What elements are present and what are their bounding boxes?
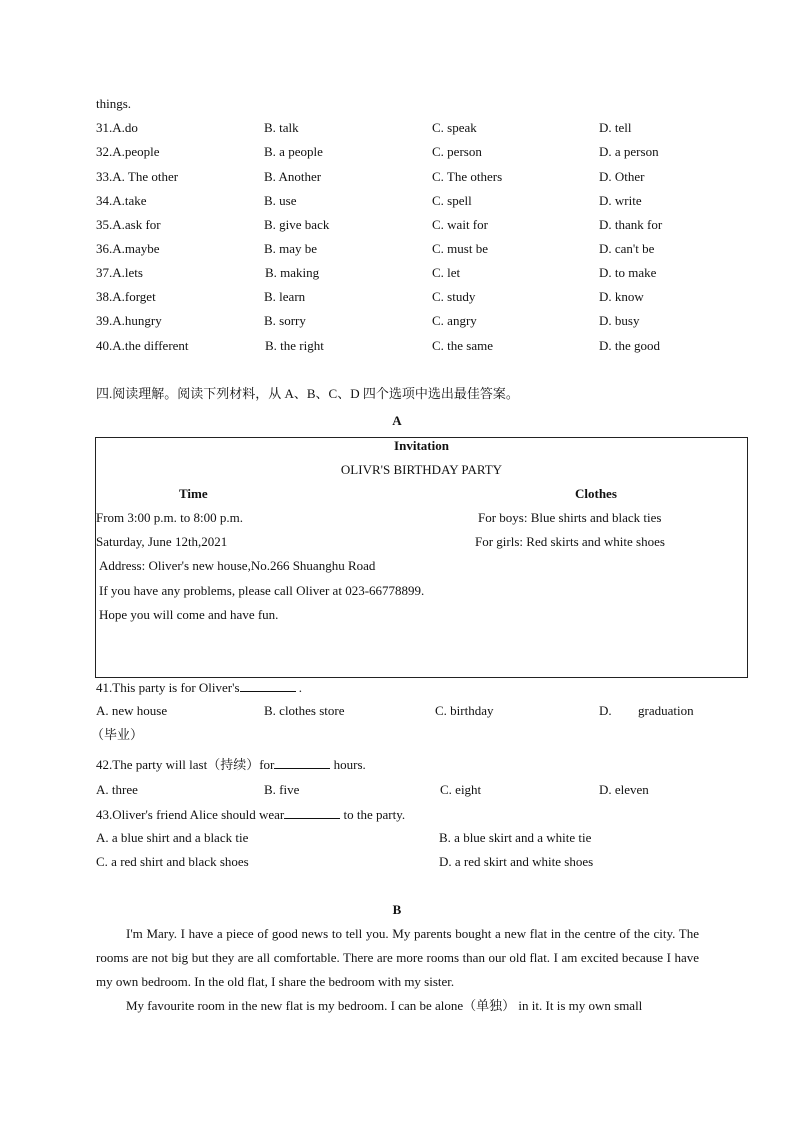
top-fragment: things. — [96, 96, 132, 111]
option-a: 32.A.people — [96, 144, 160, 159]
option-a: 34.A.take — [96, 193, 147, 208]
stem-text: 41.This party is for Oliver's — [96, 680, 240, 695]
q43-option-d: D. a red skirt and white shoes — [439, 854, 594, 869]
passage-b-paragraph-1: I'm Mary. I have a piece of good news to tell you. My parents bought a new flat in the centre of the city. The rooms are not big but they are all comfortable. There are more rooms than our old flat. I am excited because I have my own bedroom. In the old flat, I share the bedroom with my sister. — [96, 926, 699, 989]
option-b: B. learn — [264, 289, 306, 304]
option-c: C. The others — [432, 169, 503, 184]
answer-blank — [284, 806, 340, 819]
clothes-heading: Clothes — [575, 486, 617, 501]
q41-option-c: C. birthday — [435, 703, 494, 718]
q41-option-b: B. clothes store — [264, 703, 345, 718]
stem-text: 43.Oliver's friend Alice should wear — [96, 807, 285, 822]
stem-tail: to the party. — [340, 807, 406, 822]
option-d: D. thank for — [599, 217, 663, 232]
time-heading: Time — [179, 486, 208, 501]
option-d: D. the good — [599, 338, 661, 353]
stem-tail: . — [295, 680, 303, 695]
invitation-title: Invitation — [394, 438, 449, 453]
q43-option-a: A. a blue shirt and a black tie — [96, 830, 249, 845]
passage-b-label: B — [392, 902, 402, 917]
option-c: C. person — [432, 144, 482, 159]
time-line-1: From 3:00 p.m. to 8:00 p.m. — [96, 510, 243, 525]
option-b: B. talk — [264, 120, 299, 135]
option-d: D. know — [599, 289, 644, 304]
clothes-line-2: For girls: Red skirts and white shoes — [475, 534, 665, 549]
option-c: C. angry — [432, 313, 477, 328]
option-c: C. the same — [432, 338, 494, 353]
address: Address: Oliver's new house,No.266 Shuanghu Road — [99, 558, 376, 573]
stem-text: 42.The party will last（持续）for — [96, 757, 275, 772]
section-heading: 四.阅读理解。阅读下列材料，从 A、B、C、D 四个选项中选出最佳答案。 — [96, 386, 519, 401]
option-c: C. wait for — [432, 217, 488, 232]
passage-b-body — [96, 922, 699, 1018]
passage-a-label: A — [392, 413, 402, 428]
q41-option-a: A. new house — [96, 703, 168, 718]
option-b: B. the right — [265, 338, 324, 353]
option-b: B. a people — [264, 144, 323, 159]
option-d: D. tell — [599, 120, 632, 135]
option-a: 36.A.maybe — [96, 241, 160, 256]
time-line-2: Saturday, June 12th,2021 — [96, 534, 228, 549]
passage-b-paragraph-2: My favourite room in the new flat is my bedroom. I can be alone（单独） in it. It is my own small — [126, 998, 643, 1013]
question-42-stem — [96, 756, 366, 773]
option-d: D. write — [599, 193, 642, 208]
option-a: 39.A.hungry — [96, 313, 162, 328]
invitation-subtitle: OLIVR'S BIRTHDAY PARTY — [340, 462, 503, 477]
option-b: B. use — [264, 193, 297, 208]
q42-option-c: C. eight — [440, 782, 482, 797]
option-c: C. spell — [432, 193, 472, 208]
q42-option-b: B. five — [264, 782, 300, 797]
question-43-stem — [96, 806, 405, 823]
closing: Hope you will come and have fun. — [99, 607, 279, 622]
contact: If you have any problems, please call Oliver at 023-66778899. — [99, 583, 425, 598]
option-b: B. making — [265, 265, 320, 280]
option-c: C. study — [432, 289, 476, 304]
option-a: 38.A.forget — [96, 289, 156, 304]
option-a: 40.A.the different — [96, 338, 189, 353]
option-d: D. can't be — [599, 241, 655, 256]
q43-option-b: B. a blue skirt and a white tie — [439, 830, 592, 845]
q41-option-d-word: graduation — [638, 703, 694, 718]
clothes-line-1: For boys: Blue shirts and black ties — [478, 510, 662, 525]
option-b: B. Another — [264, 169, 322, 184]
q42-option-d: D. eleven — [599, 782, 649, 797]
q42-option-a: A. three — [96, 782, 138, 797]
q41-option-d-letter: D. — [599, 703, 612, 718]
answer-blank — [274, 756, 330, 769]
option-a: 33.A. The other — [96, 169, 179, 184]
option-b: B. may be — [264, 241, 318, 256]
option-d: D. Other — [599, 169, 645, 184]
option-a: 31.A.do — [96, 120, 138, 135]
option-c: C. speak — [432, 120, 477, 135]
option-d: D. busy — [599, 313, 640, 328]
option-d: D. a person — [599, 144, 659, 159]
option-b: B. give back — [264, 217, 330, 232]
q41-option-d-note: （毕业） — [91, 727, 144, 742]
option-c: C. must be — [432, 241, 488, 256]
option-d: D. to make — [599, 265, 657, 280]
answer-blank — [240, 679, 296, 692]
q43-option-c: C. a red shirt and black shoes — [96, 854, 249, 869]
option-a: 37.A.lets — [96, 265, 143, 280]
stem-tail: hours. — [330, 757, 366, 772]
question-41-stem — [96, 679, 302, 696]
option-a: 35.A.ask for — [96, 217, 161, 232]
option-b: B. sorry — [264, 313, 306, 328]
option-c: C. let — [432, 265, 461, 280]
